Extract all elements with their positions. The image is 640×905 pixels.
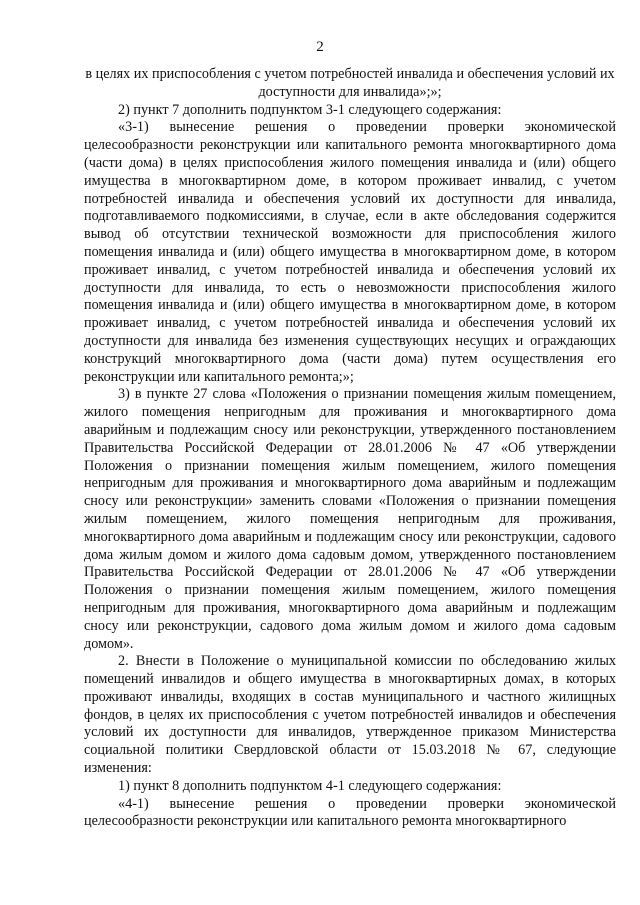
paragraph-item-3: 3) в пункте 27 слова «Положения о признании помещения жилым помещением, жилого помещения непригодным для проживания и многоквартирного дома аварийным и подлежащим сносу или реконструкции, утвержденного постановлением Правительства Российской Федерации от 28.01.2006 № 47 «Об утверждении Положения о признании помещения жилым помещением, жилого помещения непригодным для проживания и многоквартирного дома аварийным и подлежащим сносу или реконструкции» заменить словами «Положения о признании помещения жилым помещением, жилого помещения непригодным для проживания, многоквартирного дома аварийным и подлежащим сносу или реконструкции, садового дома жилым домом и жилого дома садовым домом, утвержденного постановлением Правительства Российской Федерации от 28.01.2006 № 47 «Об утверждении Положения о признании помещения жилым помещением, жилого помещения непригодным для проживания, многоквартирного дома аварийным и подлежащим сносу или реконструкции, садового дома жилым домом и жилого дома садовым домом». [84, 386, 616, 652]
paragraph-section-2: 2. Внести в Положение о муниципальной комиссии по обследованию жилых помещений инвалидов и общего имущества в многоквартирных домах, в которых проживают инвалиды, входящих в состав муниципального и частного жилищных фондов, в целях их приспособления с учетом потребностей инвалидов и обеспечения условий их доступности для инвалидов, утвержденное приказом Министерства социальной политики Свердловской области от 15.03.2018 № 67, следующие изменения: [84, 653, 616, 777]
document-body [84, 66, 616, 831]
paragraph-subitem-4-1: «4-1) вынесение решения о проведении проверки экономической целесообразности реконструкции или капитального ремонта многоквартирного [84, 795, 616, 830]
paragraph-item-2: 2) пункт 7 дополнить подпунктом 3-1 следующего содержания: [118, 101, 502, 118]
paragraph-continuation: в целях их приспособления с учетом потребностей инвалида и обеспечения условий их доступности для инвалида»;»; [85, 66, 615, 100]
paragraph-subitem-3-1: «3-1) вынесение решения о проведении проверки экономической целесообразности реконструкции или капитального ремонта многоквартирного дома (части дома) в целях приспособления жилого помещения инвалида и (или) общего имущества в многоквартирном доме, в котором проживает инвалид, с учетом потребностей инвалида и обеспечения условий их доступности для инвалида, подготавливаемого подкомиссиями, в случае, если в акте обследования содержится вывод об отсутствии технической возможности для приспособления жилого помещения инвалида и (или) общего имущества в многоквартирном доме, в котором проживает инвалид, с учетом потребностей инвалида и обеспечения условий их доступности для инвалида, то есть о невозможности приспособления жилого помещения инвалида и (или) общего имущества в многоквартирном доме, в котором проживает инвалид, с учетом потребностей инвалида и обеспечения условий их доступности для инвалида без изменения существующих несущих и ограждающих конструкций многоквартирного дома (части дома) путем осуществления его реконструкции или капитального ремонта;»; [84, 119, 616, 385]
paragraph-item-1: 1) пункт 8 дополнить подпунктом 4-1 следующего содержания: [118, 777, 502, 794]
page-number: 2 [316, 39, 324, 55]
